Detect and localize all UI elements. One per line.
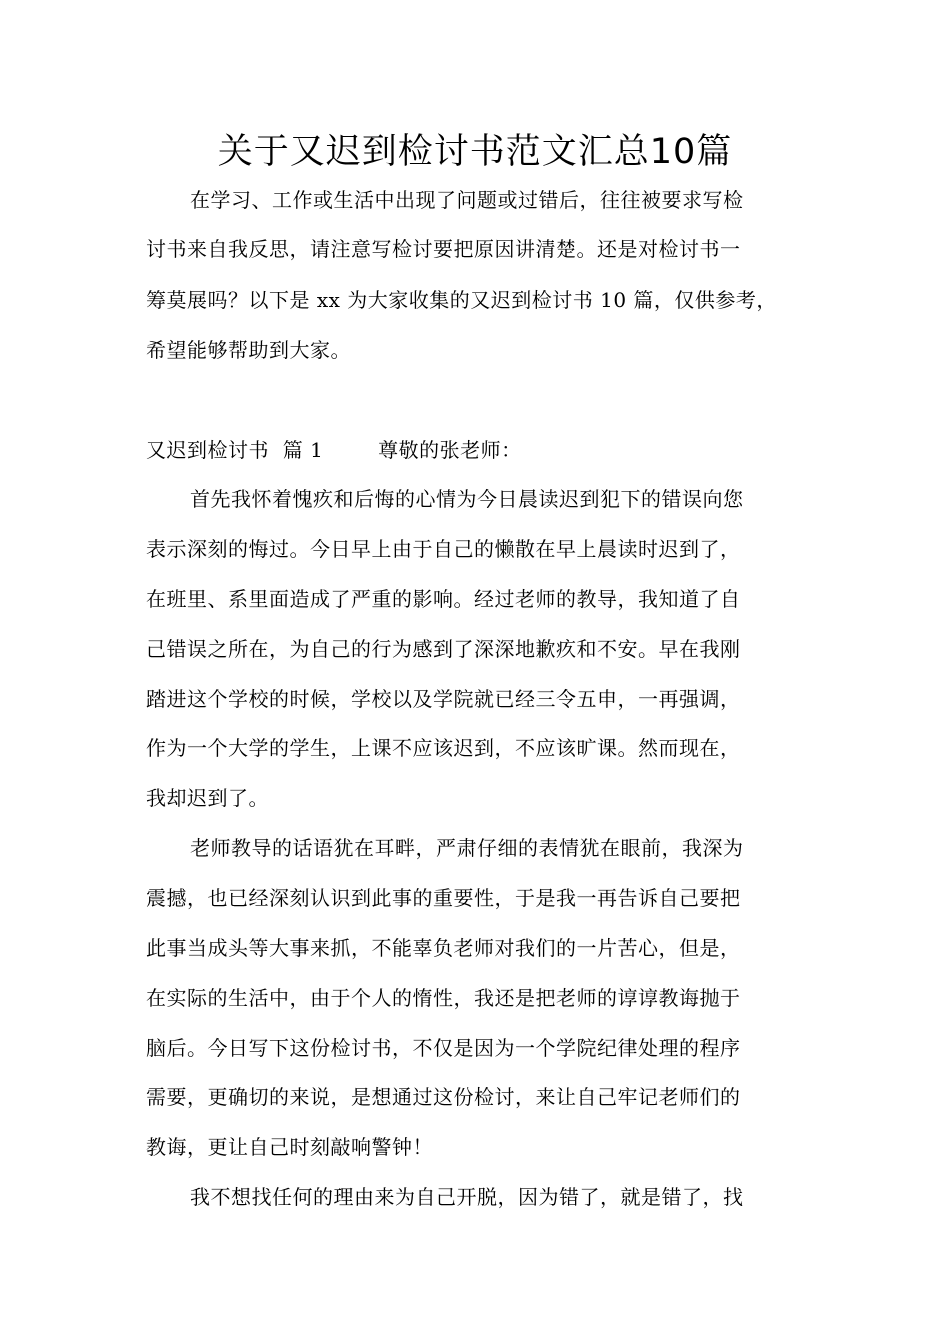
paragraph-line: 老师教导的话语犹在耳畔，严肃仔细的表情犹在眼前，我深为: [190, 836, 744, 860]
intro-line: 讨书来自我反思，请注意写检讨要把原因讲清楚。还是对检讨书一: [146, 237, 741, 261]
paragraph-line: 踏进这个学校的时候，学校以及学院就已经三令五申，一再强调，: [146, 687, 741, 711]
paragraph-line: 表示深刻的悔过。今日早上由于自己的懒散在早上晨读时迟到了，: [146, 537, 741, 561]
document-title: 关于又迟到检讨书范文汇总10篇: [217, 132, 733, 172]
paragraph-line: 脑后。今日写下这份检讨书，不仅是因为一个学院纪律处理的程序: [146, 1036, 741, 1060]
paragraph-line: 作为一个大学的学生，上课不应该迟到，不应该旷课。然而现在，: [146, 736, 741, 760]
paragraph-line: 此事当成头等大事来抓，不能辜负老师对我们的一片苦心，但是，: [146, 936, 741, 960]
paragraph-line: 我却迟到了。: [146, 786, 269, 810]
intro-line: 在学习、工作或生活中出现了问题或过错后，往往被要求写检: [190, 188, 744, 212]
paragraph-line: 教诲，更让自己时刻敲响警钟！: [146, 1135, 433, 1159]
paragraph-line: 震撼，也已经深刻认识到此事的重要性，于是我一再告诉自己要把: [146, 886, 741, 910]
intro-line: 希望能够帮助到大家。: [146, 338, 351, 362]
paragraph-line: 在实际的生活中，由于个人的惰性，我还是把老师的谆谆教诲抛于: [146, 986, 741, 1010]
paragraph-line: 己错误之所在，为自己的行为感到了深深地歉疚和不安。早在我刚: [146, 637, 741, 661]
paragraph-line: 需要，更确切的来说，是想通过这份检讨，来让自己牢记老师们的: [146, 1085, 741, 1109]
intro-line: 筹莫展吗？以下是 xx 为大家收集的又迟到检讨书 10 篇，仅供参考，: [146, 288, 777, 312]
paragraph-line: 首先我怀着愧疚和后悔的心情为今日晨读迟到犯下的错误向您: [190, 487, 744, 511]
section-heading: 又迟到检讨书 篇 1 尊敬的张老师：: [146, 438, 522, 462]
paragraph-line: 我不想找任何的理由来为自己开脱，因为错了，就是错了，找: [190, 1185, 744, 1209]
paragraph-line: 在班里、系里面造成了严重的影响。经过老师的教导，我知道了自: [146, 587, 741, 611]
